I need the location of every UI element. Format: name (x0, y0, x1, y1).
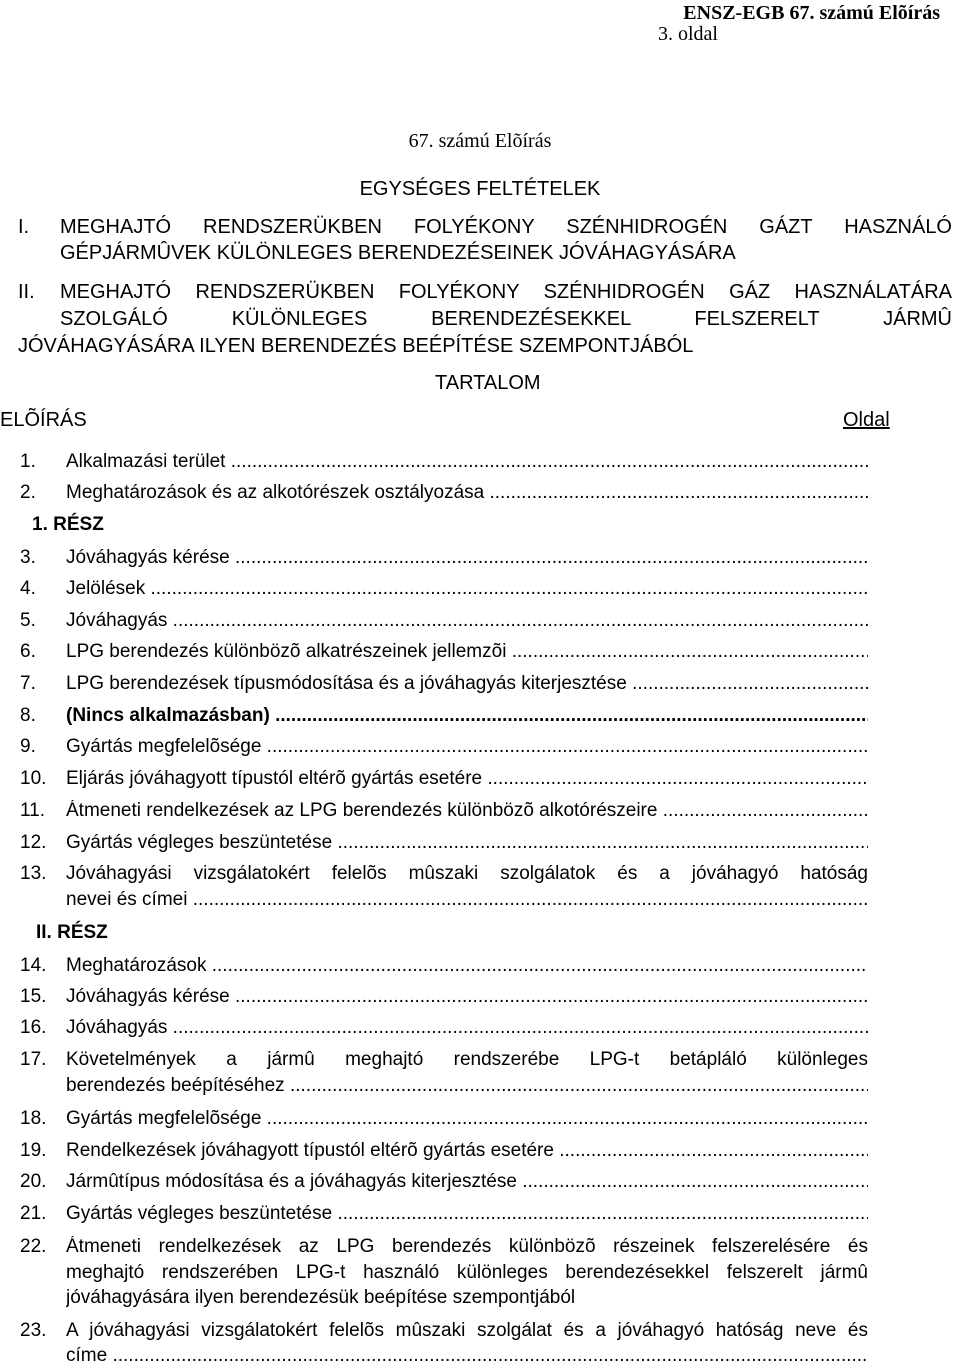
toc-entry[interactable] (20, 955, 868, 977)
toc-text: címe ..... (66, 1345, 868, 1367)
toc-text: Alkalmazási terület ..... (66, 451, 868, 473)
toc-entry[interactable] (20, 832, 868, 854)
toc-number: 6. (20, 641, 36, 662)
toc-number: 10. (20, 768, 47, 789)
toc-entry[interactable] (20, 800, 868, 822)
heading-line: SZOLGÁLÓ KÜLÖNLEGES BERENDEZÉSEKKEL FELSZERELT JÁRMÛ (60, 308, 952, 330)
toc-number: 11. (20, 800, 46, 821)
toc-text: nevei és címei ..... (66, 889, 868, 911)
toc-entry[interactable] (20, 610, 868, 632)
column-label-page: Oldal (843, 409, 890, 431)
heading-number: I. (18, 216, 30, 238)
toc-entry[interactable] (20, 736, 868, 758)
header-page: 3. oldal (658, 23, 718, 45)
heading-i (18, 216, 952, 266)
toc-text: LPG berendezések típusmódosítása és a jóváhagyás kiterjesztése ..... (66, 673, 868, 695)
toc-entry[interactable] (20, 673, 868, 695)
toc-text: Meghatározások ..... (66, 955, 868, 977)
document-title: 67. számú Elõírás (408, 130, 552, 152)
column-label-regulation: ELÕÍRÁS (0, 409, 87, 431)
toc-entry[interactable] (20, 986, 868, 1008)
toc-title: TARTALOM (435, 372, 541, 394)
toc-text: A jóváhagyási vizsgálatokért felelõs mûszaki szolgálat és a jóváhagyó hatóság neve és (66, 1320, 868, 1341)
toc-text: Jóváhagyás kérése ..... (66, 547, 868, 569)
toc-text: Jóváhagyás ..... (66, 1017, 868, 1039)
toc-text: Követelmények a jármû meghajtó rendszerébe LPG-t betápláló különleges (66, 1049, 868, 1070)
toc-entry[interactable] (20, 1140, 868, 1162)
toc-entry[interactable] (20, 578, 868, 600)
heading-line: GÉPJÁRMÛVEK KÜLÖNLEGES BERENDEZÉSEINEK JÓVÁHAGYÁSÁRA (60, 242, 736, 264)
toc-text: Átmeneti rendelkezések az LPG berendezés különbözõ részeinek felszerelésére és (66, 1236, 868, 1257)
toc-entry[interactable] (20, 863, 868, 913)
toc-text: Gyártás végleges beszüntetése ..... (66, 1203, 868, 1225)
heading-line: MEGHAJTÓ RENDSZERÜKBEN FOLYÉKONY SZÉNHIDROGÉN GÁZ HASZNÁLATÁRA (60, 281, 952, 303)
toc-text: Jelölések ..... (66, 578, 868, 600)
toc-number: 23. (20, 1320, 47, 1341)
toc-text: jóváhagyására ilyen berendezésük beépítése szempontjából (66, 1287, 576, 1308)
toc-number: 16. (20, 1017, 47, 1038)
document-subtitle: EGYSÉGES FELTÉTELEK (359, 178, 601, 200)
toc-text: Meghatározások és az alkotórészek osztályozása ..... (66, 482, 868, 504)
toc-number: 12. (20, 832, 47, 853)
toc-number: 13. (20, 863, 47, 884)
toc-number: 14. (20, 955, 47, 976)
toc-text: berendezés beépítéséhez ..... (66, 1075, 868, 1097)
toc-entry[interactable] (20, 1171, 868, 1193)
toc-entry[interactable] (20, 1049, 868, 1099)
toc-text: LPG berendezés különbözõ alkatrészeinek jellemzõi ..... (66, 641, 868, 663)
heading-line: MEGHAJTÓ RENDSZERÜKBEN FOLYÉKONY SZÉNHIDROGÉN GÁZT HASZNÁLÓ (60, 216, 952, 238)
toc-number: 2. (20, 482, 36, 503)
heading-ii (18, 281, 952, 359)
toc-number: 7. (20, 673, 36, 694)
toc-entry[interactable] (20, 768, 868, 790)
toc-entry[interactable] (20, 547, 868, 569)
toc-text: Jármûtípus módosítása és a jóváhagyás kiterjesztése ..... (66, 1171, 868, 1193)
heading-number: II. (18, 281, 35, 303)
toc-text: Jóváhagyás ..... (66, 610, 868, 632)
toc-number: 5. (20, 610, 36, 631)
toc-text: Jóváhagyási vizsgálatokért felelõs mûszaki szolgálatok és a jóváhagyó hatóság (66, 863, 868, 884)
toc-number: 22. (20, 1236, 47, 1257)
toc-entry[interactable] (20, 1236, 868, 1312)
toc-entry[interactable] (20, 641, 868, 663)
toc-text: Jóváhagyás kérése ..... (66, 986, 868, 1008)
toc-number: 8. (20, 705, 36, 726)
toc-entry[interactable] (20, 1320, 868, 1364)
toc-text: Rendelkezések jóváhagyott típustól eltérõ gyártás esetére ..... (66, 1140, 868, 1162)
toc-number: 1. (20, 451, 36, 472)
toc-number: 18. (20, 1108, 47, 1129)
toc-number: 15. (20, 986, 47, 1007)
heading-line: JÓVÁHAGYÁSÁRA ILYEN BERENDEZÉS BEÉPÍTÉSE SZEMPONTJÁBÓL (18, 335, 694, 357)
toc-text: Átmeneti rendelkezések az LPG berendezés különbözõ alkotórészeire ..... (66, 800, 868, 822)
toc-number: 19. (20, 1140, 47, 1161)
toc-text: Eljárás jóváhagyott típustól eltérõ gyártás esetére ..... (66, 768, 868, 790)
toc-entry[interactable] (20, 451, 868, 473)
toc-entry[interactable] (20, 482, 868, 504)
toc-number: 9. (20, 736, 36, 757)
toc-text: Gyártás megfelelõsége ..... (66, 1108, 868, 1130)
toc-text: Gyártás végleges beszüntetése ..... (66, 832, 868, 854)
part-heading-1: 1. RÉSZ (32, 514, 104, 535)
toc-text: (Nincs alkalmazásban) ..... (66, 705, 868, 727)
toc-entry[interactable] (20, 1108, 868, 1130)
toc-number: 17. (20, 1049, 47, 1070)
toc-number: 3. (20, 547, 36, 568)
part-heading-2: II. RÉSZ (36, 922, 108, 943)
toc-entry[interactable] (20, 1017, 868, 1039)
header-regulation: ENSZ-EGB 67. számú Elõírás (683, 2, 940, 24)
toc-entry[interactable] (20, 705, 868, 727)
toc-number: 21. (20, 1203, 47, 1224)
toc-number: 20. (20, 1171, 47, 1192)
toc-text: Gyártás megfelelõsége ..... (66, 736, 868, 758)
toc-text: meghajtó rendszerében LPG-t használó különleges berendezésekkel felszerelt jármû (66, 1262, 868, 1283)
toc-number: 4. (20, 578, 36, 599)
toc-entry[interactable] (20, 1203, 868, 1225)
